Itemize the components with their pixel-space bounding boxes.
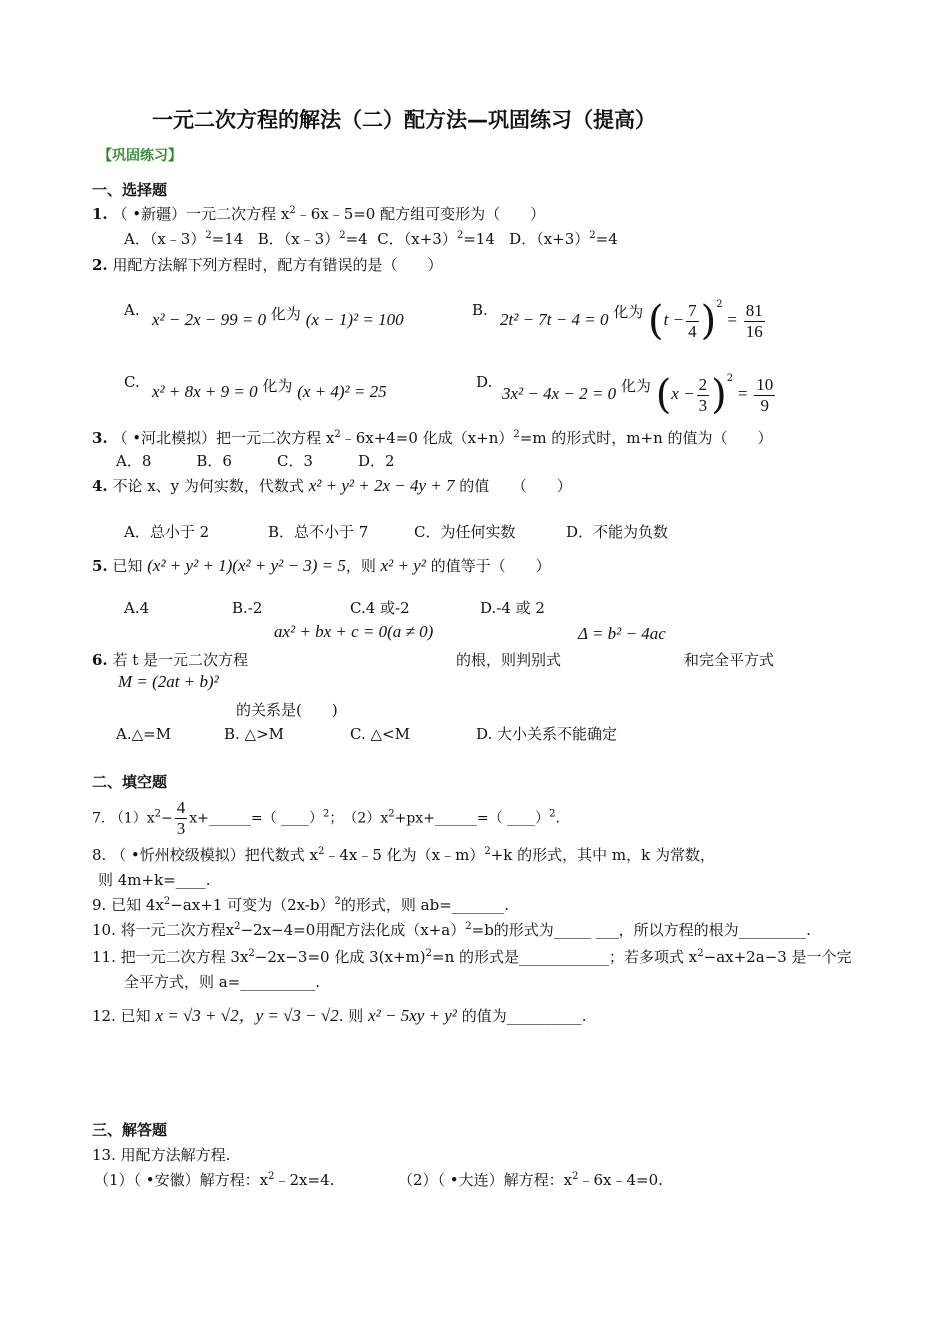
question-6: 6. 若 t 是一元二次方程 bbox=[92, 651, 249, 669]
q13-part-2: （2）（ •大连）解方程：$x^2﹣6x﹣4=0$. bbox=[398, 1171, 663, 1189]
q5-option-a: A.4 bbox=[124, 599, 150, 617]
q6-equation: ax² + bx + c = 0(a ≠ 0) bbox=[274, 622, 434, 641]
q6-option-a: A.△=M bbox=[116, 725, 172, 743]
q2-option-c-label: C. bbox=[124, 373, 140, 391]
q12-number: 12. bbox=[92, 1007, 116, 1025]
question-10: 10. 将一元二次方程$x^2-2x-4=0$用配方法化成$(x+a)^2=b$的形式为_____ ___，所以方程的根为_________. bbox=[92, 921, 811, 939]
q12-expression: x = √3 + √2，y = √3 − √2 bbox=[155, 1006, 339, 1025]
q2-option-d: 3x² − 4x − 2 = 0 化为 (x − $\frac{2}{3}$ )$^2$ = $\frac{10}{9}$ bbox=[502, 372, 774, 418]
q4-option-a: A．总小于 2 bbox=[124, 523, 210, 541]
q8-number: 8. bbox=[92, 846, 107, 864]
question-4: 4. 不论 x、y 为何实数，代数式 x² + y² + 2x − 4y + 7 的值 （ ） bbox=[92, 476, 572, 495]
q5-option-c: C.4 或-2 bbox=[350, 599, 410, 617]
q6-stem-b: 的根，则判别式 bbox=[456, 651, 562, 669]
q1-options bbox=[124, 229, 618, 249]
section-fill-heading: 二、填空题 bbox=[92, 773, 168, 791]
q4-option-c: C．为任何实数 bbox=[414, 523, 516, 541]
section-answer-heading: 三、解答题 bbox=[92, 1121, 168, 1139]
q8-line-2: 则 4m+k=____. bbox=[98, 871, 211, 889]
q7-number: 7. bbox=[92, 810, 106, 827]
question-2 bbox=[92, 255, 442, 275]
q6-stem-c: 和完全平方式 bbox=[684, 651, 775, 669]
question-9: 9. 已知 $4x^2-ax+1$ 可变为$(2x-b)^2$的形式，则 ab=_______. bbox=[92, 896, 510, 914]
section-choice-heading: 一、选择题 bbox=[92, 181, 168, 199]
question-11: 11. 把一元二次方程 $3x^2-2x-3=0$ 化成 $3(x+m)^2=n$ 的形式是____________；若多项式 $x^2-ax+2a-3$ 是一个完 bbox=[92, 948, 852, 966]
q3-options: A．8 B．6 C．3 D．2 bbox=[116, 452, 395, 470]
page-title: 一元二次方程的解法（二）配方法—巩固练习（提高） bbox=[152, 108, 656, 132]
q4-option-b: B．总不小于 7 bbox=[268, 523, 369, 541]
q13-number: 13. bbox=[92, 1146, 116, 1164]
q2-option-b-label: B. bbox=[472, 301, 488, 319]
q1-stem: （ •新疆）一元二次方程 $x^2﹣6x﹣5=0$ 配方组可变形为（ ） bbox=[112, 205, 546, 223]
question-12: 12. 已知 x = √3 + √2，y = √3 − √2. 则 x² − 5xy + y² 的值为__________. bbox=[92, 1006, 587, 1025]
q1-option-d: D．$(x+3)^2=4$ bbox=[509, 230, 618, 248]
q2-option-b: 2t² − 7t − 4 = 0 化为 (t − $\frac{7}{4}$ )$^2$ = $\frac{81}{16}$ bbox=[500, 298, 763, 344]
q2-option-c: x² + 8x + 9 = 0 化为 (x + 4)² = 25 bbox=[152, 377, 387, 401]
q1-number: 1. bbox=[92, 205, 108, 223]
q6-option-c: C. △<M bbox=[350, 725, 410, 743]
q5-expression-2: x² + y² bbox=[380, 556, 426, 575]
q6-number: 6. bbox=[92, 651, 108, 669]
q1-option-c: C．$(x+3)^2=14$ bbox=[377, 230, 495, 248]
q4-option-d: D．不能为负数 bbox=[566, 523, 669, 541]
q5-number: 5. bbox=[92, 557, 108, 575]
q2-stem: 用配方法解下列方程时，配方有错误的是（ ） bbox=[112, 256, 443, 274]
q6-discriminant: Δ = b² − 4ac bbox=[578, 624, 666, 643]
q6-stem-d: 的关系是( ) bbox=[236, 701, 338, 719]
q9-number: 9. bbox=[92, 896, 107, 914]
question-1 bbox=[92, 204, 545, 224]
q1-option-a: A．（x﹣3）$^2$=14 bbox=[124, 230, 244, 248]
q13-part-1: （1）（ •安徽）解方程：$x^2﹣2x=4$. bbox=[94, 1171, 335, 1189]
q2-number: 2. bbox=[92, 256, 108, 274]
section-tag: 【巩固练习】 bbox=[98, 148, 182, 164]
q10-number: 10. bbox=[92, 921, 116, 939]
question-5: 5. 已知 (x² + y² + 1)(x² + y² − 3) = 5，则 x² + y² 的值等于（ ） bbox=[92, 556, 551, 575]
q5-option-d: D.-4 或 2 bbox=[480, 599, 545, 617]
question-13: 13. 用配方法解方程. bbox=[92, 1146, 231, 1164]
q4-number: 4. bbox=[92, 477, 108, 495]
q11-line-2: 全平方式，则 a=__________. bbox=[124, 973, 321, 991]
q6-option-d: D. 大小关系不能确定 bbox=[476, 725, 618, 743]
q6-square-expression: M = (2at + b)² bbox=[118, 672, 219, 691]
q2-option-d-label: D. bbox=[476, 373, 493, 391]
q2-option-a: x² − 2x − 99 = 0 化为 (x − 1)² = 100 bbox=[152, 305, 404, 329]
q3-stem: （ •河北模拟）把一元二次方程 $x^2﹣6x+4=0$ 化成$(x+n)^2=m$ 的形式时，m+n 的值为（ ） bbox=[112, 429, 773, 447]
q6-option-b: B. △>M bbox=[224, 725, 285, 743]
q3-number: 3. bbox=[92, 429, 108, 447]
question-8: 8. （ •忻州校级模拟）把代数式 $x^2﹣4x﹣5$ 化为（x﹣m）$^2$+k 的形式，其中 m，k 为常数， bbox=[92, 846, 715, 864]
question-3 bbox=[92, 428, 773, 448]
q1-option-b: B．（x﹣3）$^2$=4 bbox=[257, 230, 368, 248]
q11-number: 11. bbox=[92, 948, 116, 966]
q4-expression: x² + y² + 2x − 4y + 7 bbox=[308, 476, 455, 495]
q12-expression-2: x² − 5xy + y² bbox=[368, 1006, 457, 1025]
question-7: 7. $(1)x^2-$ $\frac{4}{3}$ x+______=（ ____）$^2$； $(2)x^2+px+\_\_\_\_\_\_=$（ ____）$^2$. bbox=[92, 798, 560, 838]
q2-option-a-label: A. bbox=[124, 301, 140, 319]
q5-expression: (x² + y² + 1)(x² + y² − 3) = 5 bbox=[147, 556, 346, 575]
q5-option-b: B.-2 bbox=[232, 599, 263, 617]
